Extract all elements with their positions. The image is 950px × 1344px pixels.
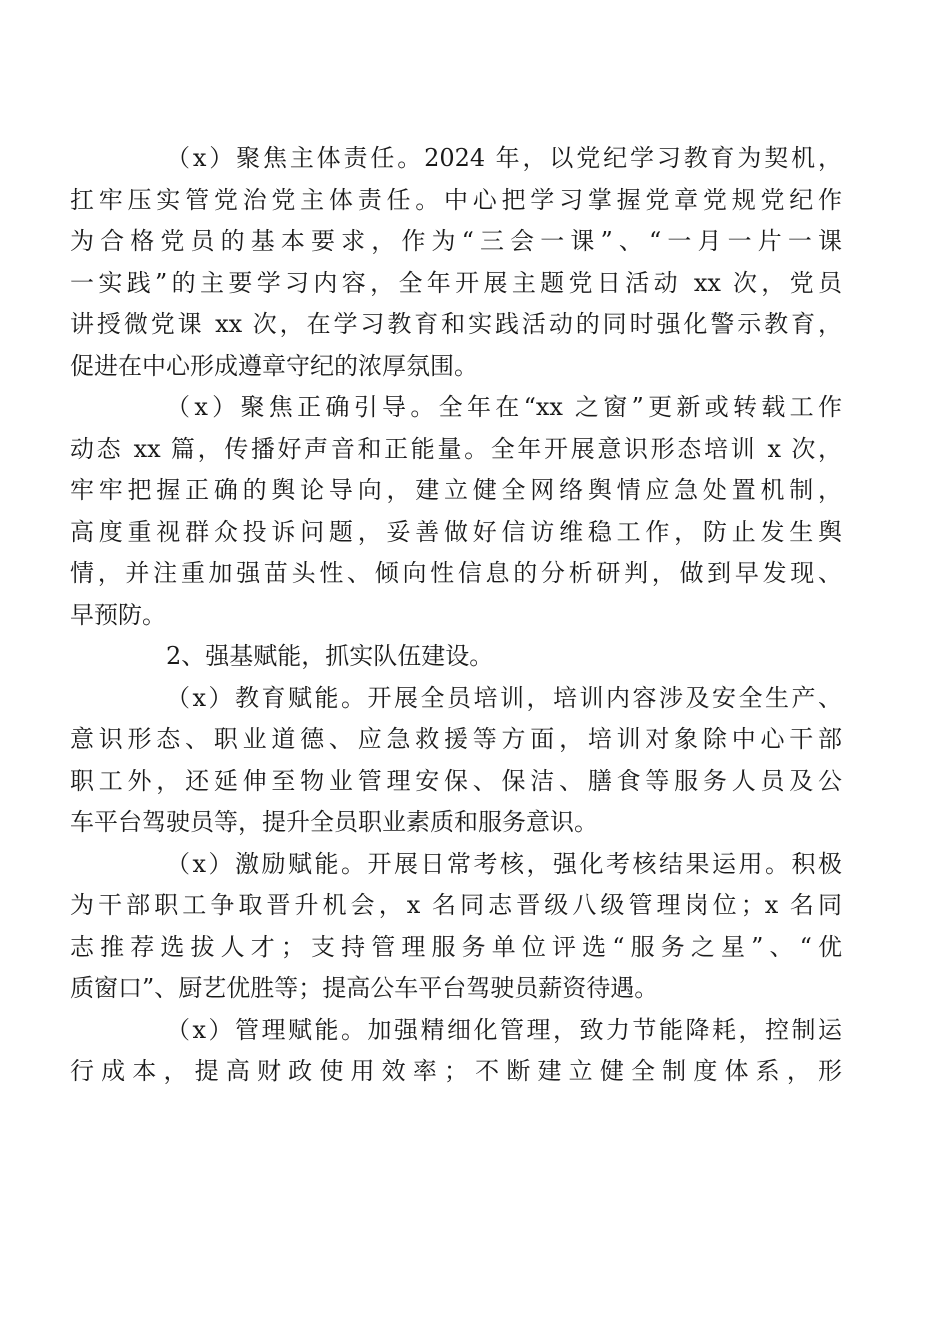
section-heading-team-building [118,636,842,678]
paragraph-line: （x）管理赋能。加强精细化管理，致力节能降耗，控制运 [166,1015,842,1044]
paragraph-line: 早预防。 [70,600,166,629]
paragraph-line: 牢牢把握正确的舆论导向，建立健全网络舆情应急处置机制， [70,476,842,504]
paragraph-line: （x）聚焦主体责任。2024 年，以党纪学习教育为契机， [166,144,842,172]
paragraph-line: 行成本，提高财政使用效率；不断建立健全制度体系，形 [70,1057,842,1085]
paragraph-line: 高度重视群众投诉问题，妥善做好信访维稳工作，防止发生舆 [70,517,842,546]
paragraph-line: 情，并注重加强苗头性、倾向性信息的分析研判，做到早发现、 [70,559,842,587]
paragraph-line: 志推荐选拔人才；支持管理服务单位评选“服务之星”、“优 [70,932,842,961]
section-heading: 2、强基赋能，抓实队伍建设。 [166,642,494,670]
paragraph-line: 职工外，还延伸至物业管理安保、保洁、膳食等服务人员及公 [70,766,842,795]
paragraph-line: 为干部职工争取晋升机会，x 名同志晋级八级管理岗位；x 名同 [70,891,842,919]
paragraph-line: （x）聚焦正确引导。全年在“xx 之窗”更新或转载工作 [166,393,842,421]
paragraph-line: （x）教育赋能。开展全员培训，培训内容涉及安全生产、 [166,683,842,712]
paragraph-line: 讲授微党课 xx 次，在学习教育和实践活动的同时强化警示教育， [70,310,842,338]
paragraph-subject-responsibility [70,138,842,387]
paragraph-line: 意识形态、职业道德、应急救援等方面，培训对象除中心干部 [70,725,842,753]
paragraph-line: 车平台驾驶员等，提升全员职业素质和服务意识。 [70,808,598,836]
paragraph-incentive-empowerment [70,844,842,1010]
paragraph-line: 质窗口”、厨艺优胜等；提高公车平台驾驶员薪资待遇。 [70,974,659,1002]
paragraph-line: 扛牢压实管党治党主体责任。中心把学习掌握党章党规党纪作 [70,185,842,214]
document-body [70,138,842,1093]
paragraph-line: 为合格党员的基本要求，作为“三会一课”、“一月一片一课 [70,227,842,255]
paragraph-correct-guidance [70,387,842,636]
paragraph-line: 促进在中心形成遵章守纪的浓厚氛围。 [70,351,478,380]
paragraph-education-empowerment [70,678,842,844]
paragraph-line: （x）激励赋能。开展日常考核，强化考核结果运用。积极 [166,849,842,878]
paragraph-management-empowerment [70,1010,842,1093]
paragraph-line: 动态 xx 篇，传播好声音和正能量。全年开展意识形态培训 x 次， [70,434,842,463]
paragraph-line: 一实践”的主要学习内容，全年开展主题党日活动 xx 次，党员 [70,268,842,297]
